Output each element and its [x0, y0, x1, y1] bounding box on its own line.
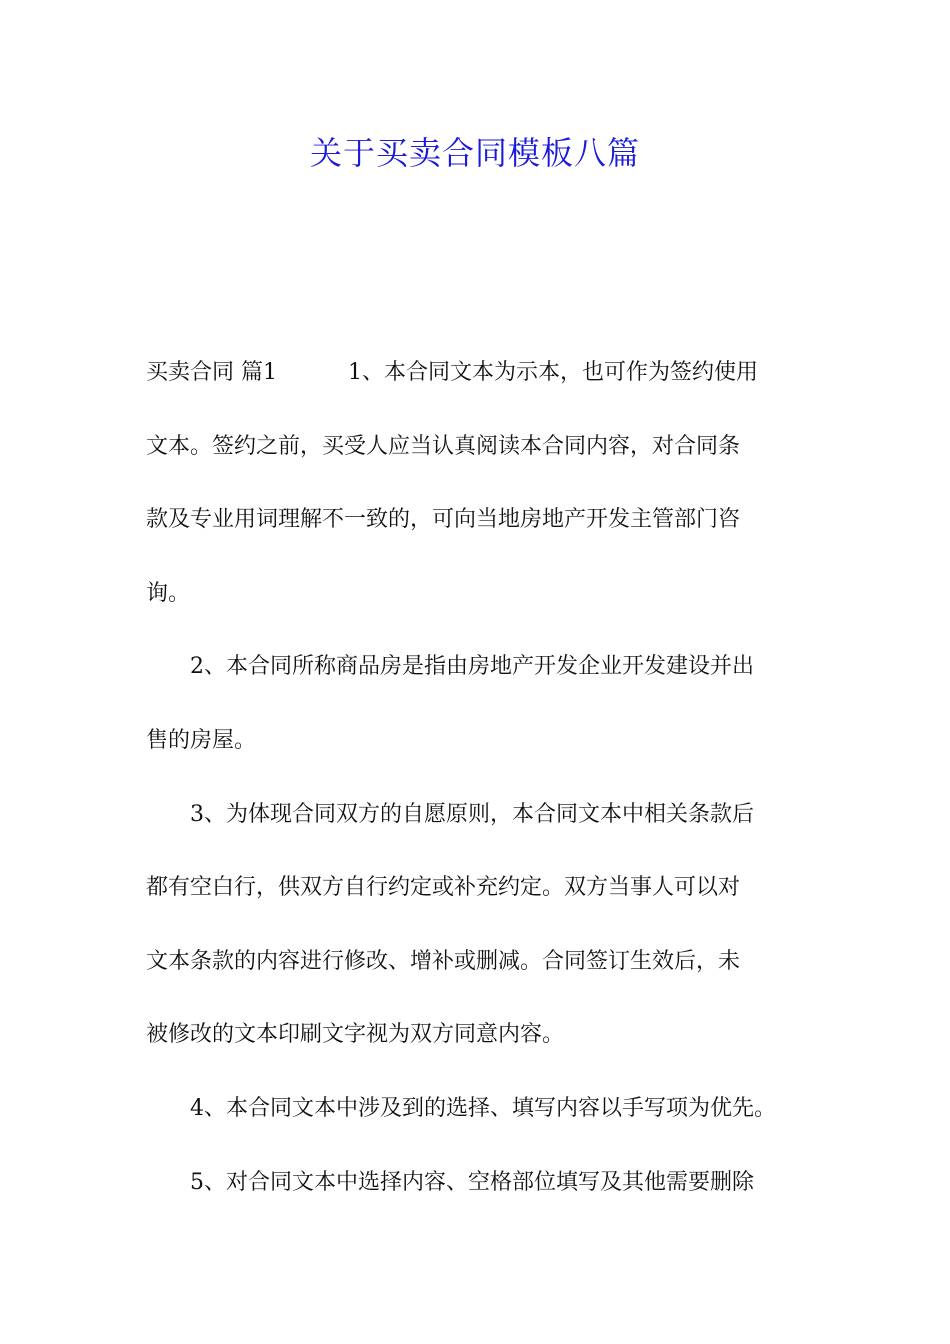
paragraph-line: 2、本合同所称商品房是指由房地产开发企业开发建设并出: [190, 654, 754, 680]
paragraph-line: [146, 336, 810, 410]
paragraph-line: 询。: [146, 580, 191, 606]
section-label: 买卖合同 篇1: [146, 360, 277, 385]
paragraph-line: 被修改的文本印刷文字视为双方同意内容。: [146, 1022, 565, 1048]
paragraph-line: 文本。签约之前，买受人应当认真阅读本合同内容，对合同条: [146, 433, 741, 459]
paragraph-line: 3、为体现合同双方的自愿原则，本合同文本中相关条款后: [190, 801, 754, 827]
line-text: 1、本合同文本为示本，也可作为签约使用: [348, 360, 758, 385]
document-title: 关于买卖合同模板八篇: [309, 134, 640, 172]
document-body: [146, 336, 810, 1219]
paragraph-line: 5、对合同文本中选择内容、空格部位填写及其他需要删除: [190, 1169, 754, 1195]
paragraph-line: 售的房屋。: [146, 727, 257, 753]
paragraph-line: 4、本合同文本中涉及到的选择、填写内容以手写项为优先。: [190, 1095, 776, 1121]
paragraph-line: 都有空白行，供双方自行约定或补充约定。双方当事人可以对: [146, 875, 741, 901]
paragraph-line: 款及专业用词理解不一致的，可向当地房地产开发主管部门咨: [146, 507, 741, 533]
paragraph-line: 文本条款的内容进行修改、增补或删减。合同签订生效后，未: [146, 948, 741, 974]
